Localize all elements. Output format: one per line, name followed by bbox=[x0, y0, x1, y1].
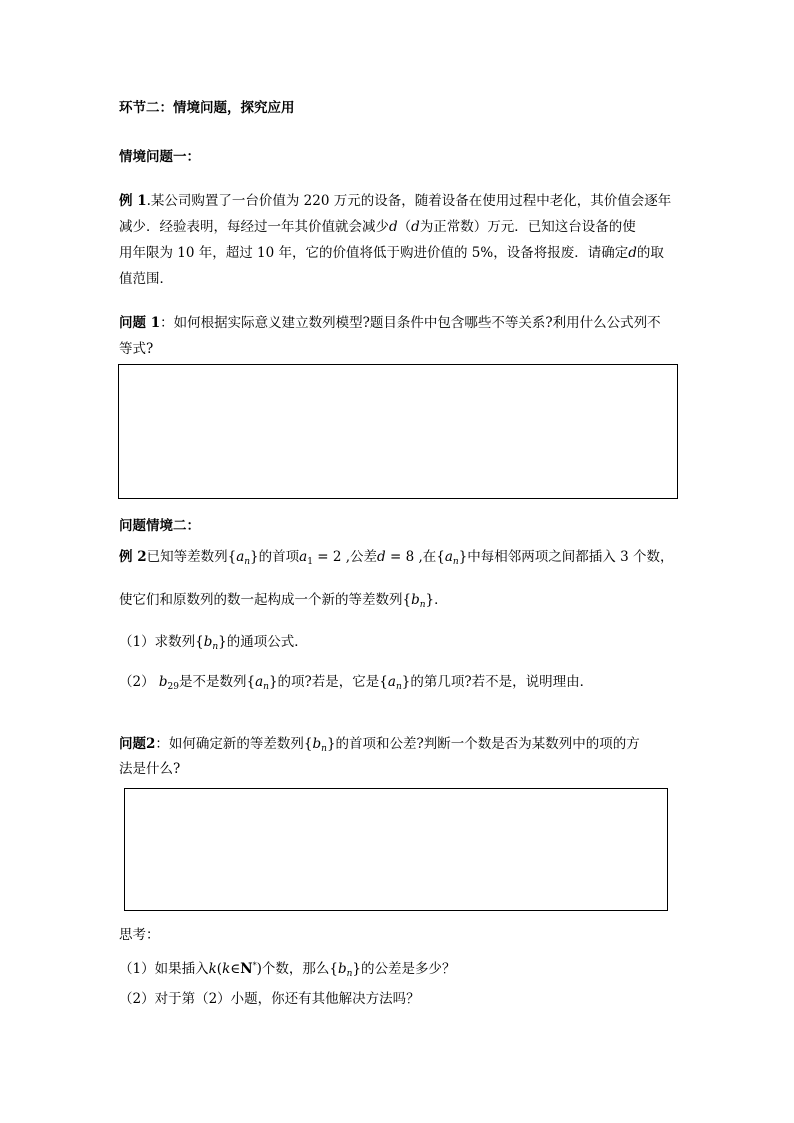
section-heading: 环节二：情境问题，探究应用 bbox=[119, 100, 295, 116]
question-2-line-2: 法是什么? bbox=[119, 761, 181, 777]
answer-box-2[interactable] bbox=[124, 788, 668, 911]
example-2-line-1: 例 2已知等差数列$\{a_n\}$的首项$a_1 = 2$ ,公差d = 8 ,在$\{a_n\}$中每相邻两项之间都插入 3 个数， bbox=[119, 549, 674, 567]
question-2-line-1: 问题2：如何确定新的等差数列$\{b_n\}$的首项和公差?判断一个数是否为某数列中的项的方 bbox=[119, 736, 640, 754]
think-question-2: （2）对于第（2）小题，你还有其他解决方法吗？ bbox=[119, 991, 420, 1007]
example-1-label: 例 1 bbox=[119, 193, 147, 209]
question-1-line-2: 等式? bbox=[119, 341, 154, 357]
example-1-line-3: 用年限为 10 年，超过 10 年，它的价值将低于购进价值的 5%，设备将报废．请确定d的取 bbox=[119, 245, 664, 261]
example-1-line-2: 减少．经验表明，每经过一年其价值就会减少d（d为正常数）万元．已知这台设备的使 bbox=[119, 219, 636, 235]
think-label: 思考： bbox=[119, 927, 160, 943]
example-2-sub-2: （2） $b_{29}$是不是数列$\{a_n\}$的项?若是，它是$\{a_n\}$的第几项?若不是，说明理由． bbox=[119, 674, 594, 692]
situation-2-label: 问题情境二： bbox=[119, 518, 200, 534]
question-2-label: 问题2 bbox=[119, 736, 156, 752]
example-2-sub-1: （1）求数列$\{b_n\}$的通项公式． bbox=[119, 634, 308, 652]
example-2-label: 例 2 bbox=[119, 549, 147, 565]
situation-1-label: 情境问题一： bbox=[119, 149, 200, 165]
question-1-line-1: 问题 1：如何根据实际意义建立数列模型?题目条件中包含哪些不等关系?利用什么公式列不 bbox=[119, 315, 661, 331]
example-2-line-2: 使它们和原数列的数一起构成一个新的等差数列$\{b_n\}$． bbox=[119, 592, 448, 610]
think-question-1: （1）如果插入k(k∈N*)个数，那么$\{b_n\}$的公差是多少？ bbox=[119, 961, 456, 979]
example-1-line-4: 值范围． bbox=[119, 271, 173, 287]
answer-box-1[interactable] bbox=[118, 364, 678, 499]
question-1-label: 问题 1 bbox=[119, 315, 161, 331]
example-1-line-1: 例 1.某公司购置了一台价值为 220 万元的设备，随着设备在使用过程中老化，其价值会逐年 bbox=[119, 193, 672, 209]
